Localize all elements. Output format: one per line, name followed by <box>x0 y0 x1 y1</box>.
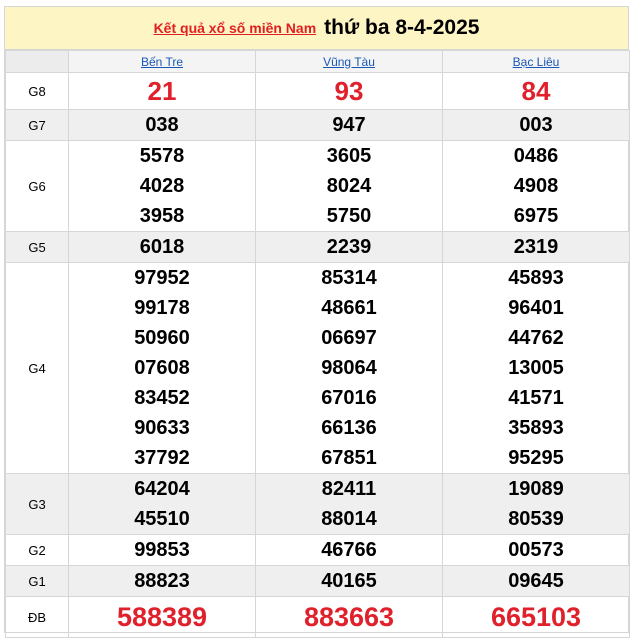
result-number: 07608 <box>134 357 190 379</box>
result-cell <box>443 263 630 474</box>
result-number: 06697 <box>321 327 377 349</box>
province-link-vung-tau[interactable]: Vũng Tàu <box>323 54 375 69</box>
result-number: 85314 <box>321 267 377 289</box>
result-number: 67851 <box>321 447 377 469</box>
prize-row-g6 <box>6 141 630 232</box>
province-header <box>256 51 443 73</box>
prize-label: G1 <box>6 566 69 597</box>
result-number: 003 <box>519 114 553 136</box>
prize-label: G6 <box>6 141 69 232</box>
result-number: 95295 <box>508 447 564 469</box>
prize-row-g8 <box>6 73 630 110</box>
result-number: 99178 <box>134 297 190 319</box>
result-number: 09645 <box>508 570 564 592</box>
special-prize-number: 588389 <box>116 602 208 632</box>
prize-label: G8 <box>6 73 69 110</box>
result-number: 93 <box>334 76 364 106</box>
result-cell <box>69 73 256 110</box>
result-number: 82411 <box>321 478 377 500</box>
province-link-bac-lieu[interactable]: Bạc Liêu <box>512 54 560 69</box>
result-number: 3605 <box>326 145 372 167</box>
prize-label: ĐB <box>6 597 69 638</box>
result-number: 6975 <box>513 205 559 227</box>
province-header-row <box>6 51 630 73</box>
result-number: 67016 <box>321 387 377 409</box>
result-cell <box>256 566 443 597</box>
result-cell <box>256 597 443 638</box>
result-cell <box>256 535 443 566</box>
result-number: 00573 <box>508 539 564 561</box>
result-number: 50960 <box>134 327 190 349</box>
result-number: 88014 <box>321 508 377 530</box>
province-header <box>69 51 256 73</box>
prize-row-g7 <box>6 110 630 141</box>
result-cell <box>443 73 630 110</box>
prize-label: G2 <box>6 535 69 566</box>
result-cell <box>256 110 443 141</box>
results-header <box>5 7 628 50</box>
result-cell <box>256 73 443 110</box>
result-number: 46766 <box>321 539 377 561</box>
result-number: 5578 <box>139 145 185 167</box>
prize-label: G4 <box>6 263 69 474</box>
result-cell <box>69 597 256 638</box>
lottery-results-box <box>4 6 629 633</box>
result-cell <box>256 232 443 263</box>
result-number: 3958 <box>139 205 185 227</box>
result-number: 6018 <box>139 236 185 258</box>
result-number: 80539 <box>508 508 564 530</box>
result-number: 038 <box>145 114 179 136</box>
result-cell <box>69 110 256 141</box>
result-number: 19089 <box>508 478 564 500</box>
result-number: 45893 <box>508 267 564 289</box>
result-number: 2239 <box>326 236 372 258</box>
result-number: 96401 <box>508 297 564 319</box>
results-table <box>5 50 630 638</box>
prize-label: G3 <box>6 474 69 535</box>
result-cell <box>443 474 630 535</box>
prize-row-special <box>6 597 630 638</box>
result-number: 83452 <box>134 387 190 409</box>
result-number: 98064 <box>321 357 377 379</box>
result-number: 2319 <box>513 236 559 258</box>
draw-date-title: thứ ba 8-4-2025 <box>324 16 480 39</box>
result-cell <box>69 474 256 535</box>
result-number: 41571 <box>508 387 564 409</box>
result-number: 40165 <box>321 570 377 592</box>
result-number: 99853 <box>134 539 190 561</box>
prize-row-g4 <box>6 263 630 474</box>
result-number: 0486 <box>513 145 559 167</box>
result-cell <box>443 232 630 263</box>
result-number: 4028 <box>139 175 185 197</box>
result-number: 90633 <box>134 417 190 439</box>
result-cell <box>443 535 630 566</box>
result-cell <box>256 474 443 535</box>
result-number: 97952 <box>134 267 190 289</box>
result-number: 21 <box>147 76 177 106</box>
prize-row-g1 <box>6 566 630 597</box>
result-cell <box>69 263 256 474</box>
result-number: 48661 <box>321 297 377 319</box>
prize-label: G7 <box>6 110 69 141</box>
result-number: 13005 <box>508 357 564 379</box>
result-number: 35893 <box>508 417 564 439</box>
result-number: 4908 <box>513 175 559 197</box>
result-cell <box>443 141 630 232</box>
special-prize-number: 883663 <box>303 602 395 632</box>
province-header <box>443 51 630 73</box>
result-number: 947 <box>332 114 366 136</box>
result-number: 5750 <box>326 205 372 227</box>
result-number: 88823 <box>134 570 190 592</box>
result-cell <box>256 141 443 232</box>
result-cell <box>69 566 256 597</box>
result-cell <box>69 535 256 566</box>
result-cell <box>443 597 630 638</box>
prize-row-g3 <box>6 474 630 535</box>
prize-row-g5 <box>6 232 630 263</box>
result-number: 66136 <box>321 417 377 439</box>
region-results-link[interactable]: Kết quả xổ số miền Nam <box>153 20 317 36</box>
result-number: 45510 <box>134 508 190 530</box>
result-cell <box>443 110 630 141</box>
prize-row-g2 <box>6 535 630 566</box>
result-number: 8024 <box>326 175 372 197</box>
result-cell <box>256 263 443 474</box>
result-cell <box>443 566 630 597</box>
result-cell <box>69 141 256 232</box>
result-number: 44762 <box>508 327 564 349</box>
result-number: 84 <box>521 76 551 106</box>
prize-column-header <box>6 51 69 73</box>
special-prize-number: 665103 <box>490 602 582 632</box>
result-number: 64204 <box>134 478 190 500</box>
province-link-ben-tre[interactable]: Bến Tre <box>140 54 184 69</box>
result-number: 37792 <box>134 447 190 469</box>
prize-label: G5 <box>6 232 69 263</box>
result-cell <box>69 232 256 263</box>
